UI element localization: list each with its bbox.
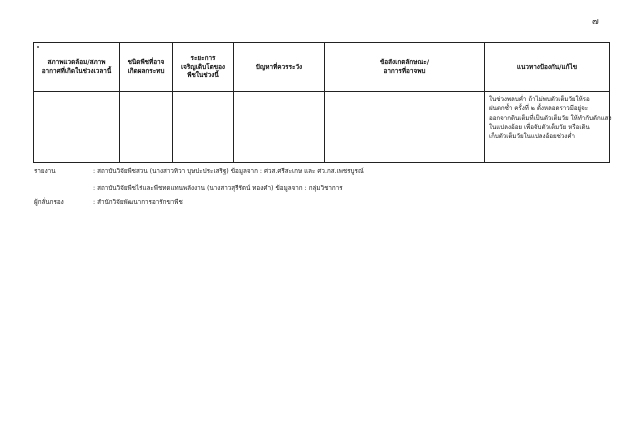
- header-growth-stage: ระยะการ เจริญเติบโตของ พืชในช่วงนี้: [173, 43, 234, 92]
- screener-label: ผู้กลั่นกรอง: [34, 199, 64, 206]
- cell-problems: [234, 92, 325, 163]
- table-header-row: [34, 43, 610, 92]
- prevention-line: ออกจากดินเต็มที่เป็นตัวเต็มวัย ให้ทำกับดักแสง: [489, 114, 612, 122]
- header-affected-crops: ชนิดพืชที่อาจ เกิดผลกระทบ: [120, 43, 173, 92]
- header-symptoms: ข้อสังเกตลักษณะ/ อาการที่อาจพบ: [325, 43, 485, 92]
- header-problems: ปัญหาที่ควรระวัง: [234, 43, 325, 92]
- report-line: : สถาบันวิจัยพืชไร่และพืชทดแทนพลังงาน (นางสาวสุรีรัตน์ ทองคำ) ข้อมูลจาก : กลุ่มวิชาการ: [93, 185, 343, 192]
- header-environment: สภาพแวดล้อม/สภาพ อากาศที่เกิดในช่วงเวลานี้: [34, 43, 120, 92]
- page-number: ๗: [592, 17, 599, 27]
- prevention-line: เก็บตัวเต็มวัยในแปลงอ้อยช่วงค่ำ: [489, 133, 575, 141]
- header-prevention: แนวทางป้องกัน/แก้ไข: [485, 43, 610, 92]
- screener-line: : สำนักวิจัยพัฒนาการอารักขาพืช: [93, 199, 183, 206]
- cell-affected-crops: [120, 92, 173, 163]
- table-row: [34, 92, 610, 163]
- cell-environment: [34, 92, 120, 163]
- pest-advisory-table: [33, 42, 610, 163]
- report-label: รายงาน: [34, 168, 56, 175]
- cell-growth-stage: [173, 92, 234, 163]
- cell-prevention: [485, 92, 610, 163]
- cell-symptoms: [325, 92, 485, 163]
- prevention-line: ฝนตกซ้ำ ครั้งที่ ๒ ตั้งหลอดราวมีอยู่จะ: [489, 105, 589, 113]
- prevention-line: ในแปลงอ้อย เพื่อจับตัวเต็มวัย หรือเดิน: [489, 123, 590, 131]
- report-line: : สถาบันวิจัยพืชสวน (นางสาวทิวา บุษปะประเสริฐ) ข้อมูลจาก : ศวส.ศรีสะเกษ และ ศว.กส.เพชรบูรณ์: [93, 168, 364, 175]
- prevention-line: ในช่วงพลบค่ำ ถ้าไม่พบตัวเต็มวัยให้รอ: [489, 96, 590, 103]
